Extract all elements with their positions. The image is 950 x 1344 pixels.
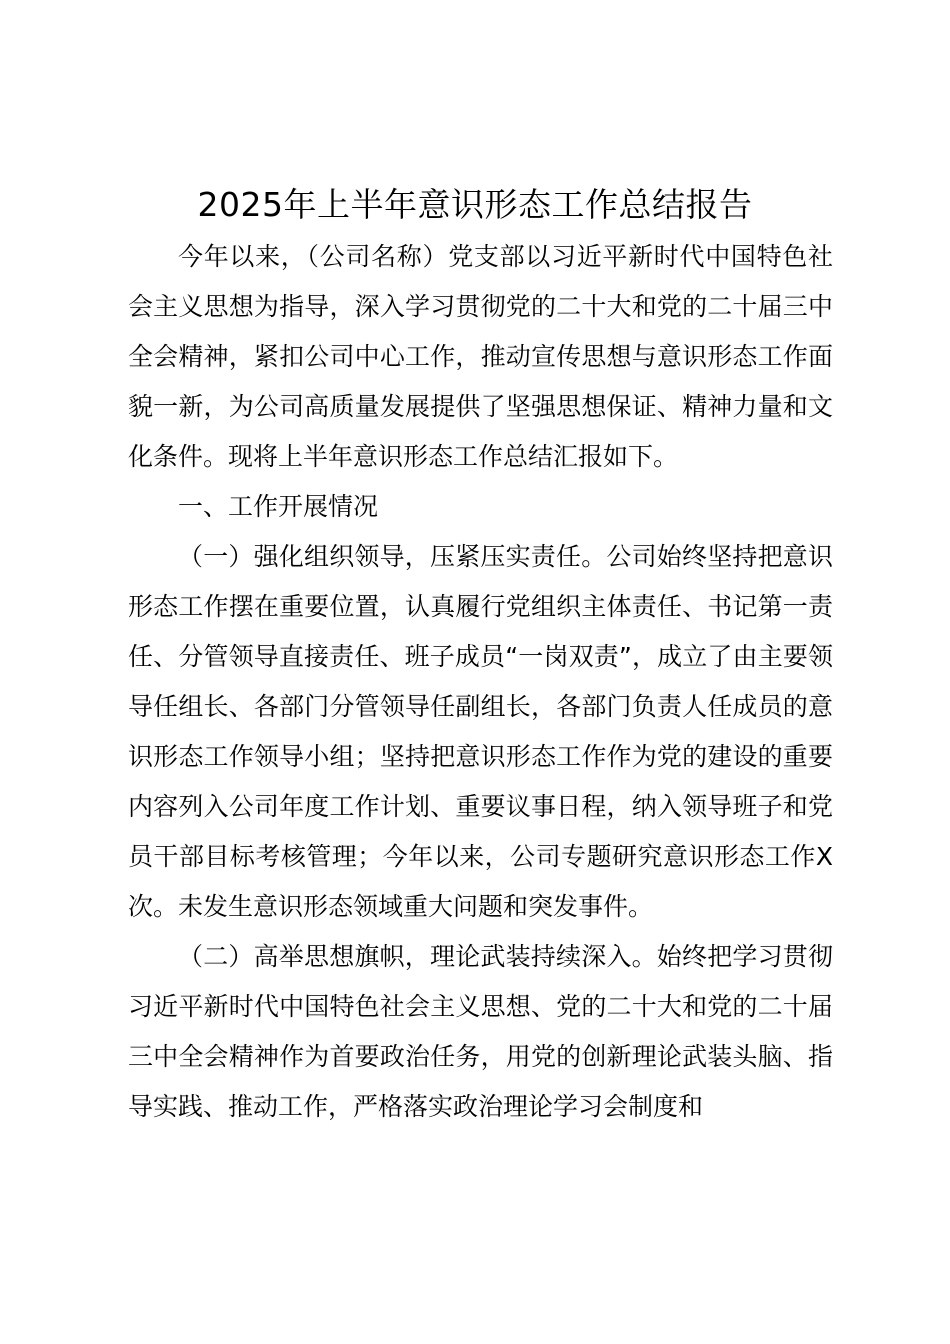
document-body bbox=[128, 232, 833, 1132]
section-heading-1: 一、工作开展情况 bbox=[178, 492, 379, 521]
intro-paragraph: 今年以来，（公司名称）党支部以习近平新时代中国特色社会主义思想为指导，深入学习贯彻党的二十大和党的二十届三中全会精神，紧扣公司中心工作，推动宣传思想与意识形态工作面貌一新，为公司高质量发展提供了坚强思想保证、精神力量和文化条件。现将上半年意识形态工作总结汇报如下。 bbox=[128, 242, 833, 471]
document-title: 2025年上半年意识形态工作总结报告 bbox=[197, 185, 753, 224]
item-paragraph-1: （一）强化组织领导，压紧压实责任。公司始终坚持把意识形态工作摆在重要位置，认真履行党组织主体责任、书记第一责任、分管领导直接责任、班子成员“一岗双责”，成立了由主要领导任组长、各部门分管领导任副组长，各部门负责人任成员的意识形态工作领导小组；坚持把意识形态工作作为党的建设的重要内容列入公司年度工作计划、重要议事日程，纳入领导班子和党员干部目标考核管理；今年以来，公司专题研究意识形态工作X次。未发生意识形态领域重大问题和突发事件。 bbox=[128, 542, 833, 921]
item-paragraph-2: （二）高举思想旗帜，理论武装持续深入。始终把学习贯彻习近平新时代中国特色社会主义思想、党的二十大和党的二十届三中全会精神作为首要政治任务，用党的创新理论武装头脑、指导实践、推动工作，严格落实政治理论学习会制度和 bbox=[128, 942, 833, 1121]
